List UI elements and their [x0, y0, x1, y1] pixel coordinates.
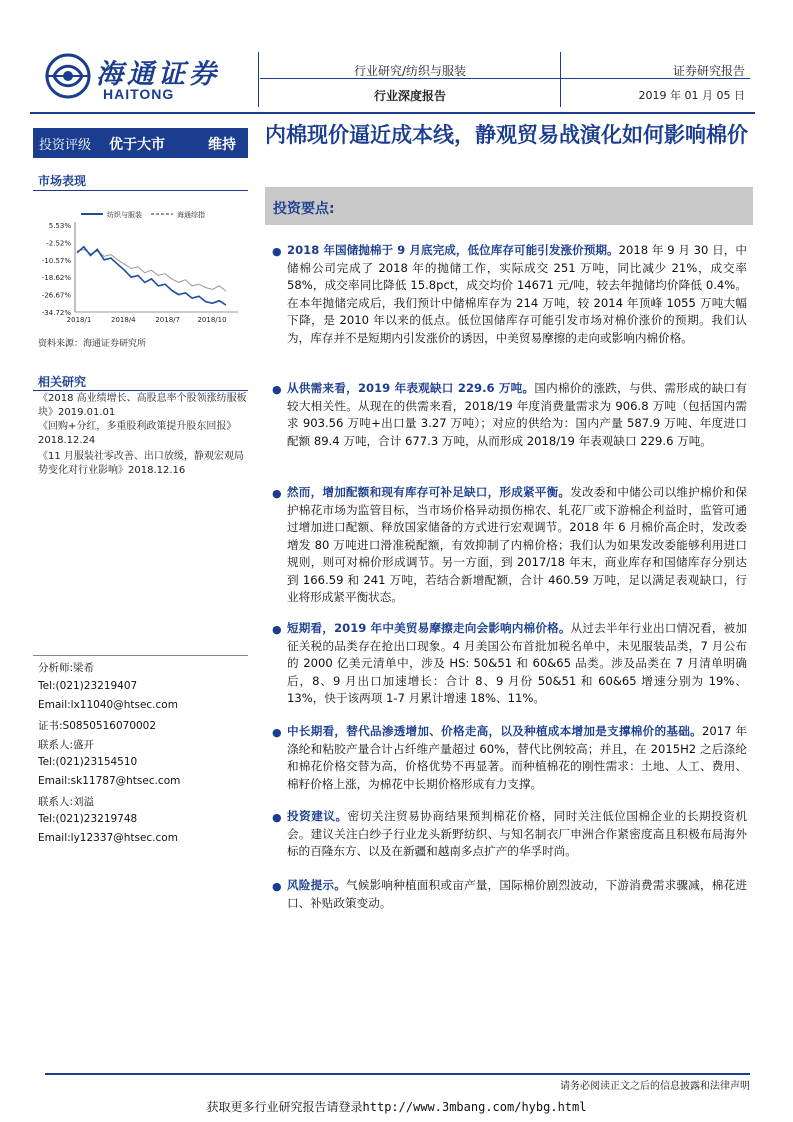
- related-report-link[interactable]: 《回购+分红，多重股利政策提升股东回报》2018.12.24: [38, 421, 237, 446]
- section-rule: [33, 390, 248, 391]
- chart-source: 资料来源：海通证券研究所: [38, 339, 147, 349]
- x-tick-label: 2018/10: [197, 316, 227, 324]
- contact-tel: Tel:(021)23154510: [38, 756, 138, 768]
- contact-name: 联系人:刘溢: [38, 796, 95, 808]
- bullet-icon: ●: [272, 245, 282, 258]
- key-point-lead: 然而，增加配额和现有库存可补足缺口，形成紧平衡。: [287, 485, 571, 499]
- y-tick-label: 5.53%: [48, 222, 71, 230]
- report-date: 2019 年 01 月 05 日: [638, 89, 745, 102]
- contact-tel: Tel:(021)23219748: [38, 813, 138, 825]
- market-heading: 市场表现: [38, 174, 87, 188]
- key-point-text: 国内棉价的涨跌，与供、需形成的缺口有较大相关性。从现在的供需来看，2018/19 年度消费量需求为 906.8 万吨（包括国内需求 903.56 万吨+出口量 3.27 万吨）；对应的供给为：国内产量 587.9 万吨、年度进口配额 89.4 万吨，合计 677.3 万吨，从而形成 2018/19 年表观缺口 229.6 万吨。: [287, 381, 747, 448]
- x-tick-label: 2018/1: [66, 316, 92, 324]
- analyst-email[interactable]: Email:lx11040@htsec.com: [38, 699, 178, 711]
- analyst-rule: [33, 655, 248, 656]
- key-point-paragraph: [287, 808, 747, 861]
- key-point-text: 气候影响种植面积或亩产量，国际棉价剧烈波动，下游消费需求骤减，棉花进口、补贴政策变动。: [287, 878, 747, 910]
- key-points-heading: 投资要点:: [273, 201, 335, 217]
- key-point-text: 从过去半年行业出口情况看，被加征关税的品类存在抢出口现象。4 月美国公布首批加税名单中，未见服装品类，7 月公布的 2000 亿美元清单中，涉及 HS: 50&51 和 60&65 品类。涉及品类在 7 月清单明确后，8、9 月出口加速增长：合计 8、9 月份 50&51 和 60&65 增速分别为 19%、13%，快于该两项 1-7 月累计增速 18%、11%。: [287, 621, 747, 705]
- key-point-text: 发改委和中储公司以维护棉价和保护棉花市场为监管目标，当市场价格异动损伤棉农、轧花厂或下游棉企利益时，监管可通过增加进口配额、释放国家储备的方式进行宏观调节。2018 年 6 月棉价高企时，发改委增发 80 万吨进口滑准税配额，有效抑制了内棉价格；我们认为如果发改委能够利用进口规则，则可对棉价形成调节。另一方面，到 2017/18 年末，商业库存和国储库存分别达到 166.59 和 241 万吨，若结合新增配额，合计 460.59 万吨，足以满足表观缺口，行业将形成紧平衡状态。: [287, 485, 747, 604]
- key-point-lead: 2018 年国储抛棉于 9 月底完成，低位库存可能引发涨价预期。: [287, 243, 619, 257]
- header-bottom-rule: [30, 112, 755, 114]
- header-rule: [260, 78, 750, 79]
- legend-label: 海通综指: [177, 211, 205, 219]
- market-performance-chart: [33, 200, 248, 330]
- rating-status: 维持: [208, 137, 236, 153]
- bullet-icon: ●: [272, 623, 282, 636]
- series-line-haitong-index: [77, 249, 226, 291]
- key-point-lead: 从供需来看，2019 年表观缺口 229.6 万吨。: [287, 381, 535, 395]
- bullet-icon: ●: [272, 726, 282, 739]
- x-tick-label: 2018/7: [155, 316, 180, 324]
- related-report-link[interactable]: 《11 月服装社零改善、出口放缓，静观宏观局势变化对行业影响》2018.12.16: [38, 451, 244, 476]
- report-title: 内棉现价逼近成本线，静观贸易战演化如何影响棉价: [265, 122, 748, 147]
- analyst-name: 分析师:梁希: [38, 662, 95, 674]
- analyst-cert: 证书:S0850516070002: [38, 720, 157, 732]
- haitong-logo-icon: [44, 53, 92, 99]
- contact-name: 联系人:盛开: [38, 739, 95, 751]
- report-type: 行业深度报告: [373, 89, 446, 103]
- related-report-link[interactable]: 《2018 高业绩增长、高股息率个股领涨纺服板块》2019.01.01: [38, 393, 247, 418]
- related-heading: 相关研究: [38, 375, 87, 389]
- rating-bar: [33, 128, 248, 158]
- key-point-paragraph: [287, 620, 747, 708]
- logo-english-name: HAITONG: [103, 86, 175, 102]
- key-point-text: 2017 年涤纶和粘胶产量合计占纤维产量超过 60%，替代比例较高；并且，在 2015H2 之后涤纶和棉花价格交替为高，价格优势不再显著。而种植棉花的刚性需求：土地、人工、费用、棉籽价格上涨，为棉花中长期价格形成有力支撑。: [287, 724, 747, 791]
- legend-label: 纺织与服装: [107, 211, 142, 219]
- key-point-lead: 投资建议。: [287, 809, 348, 823]
- key-point-paragraph: [287, 484, 747, 607]
- y-tick-label: -2.52%: [46, 239, 71, 248]
- key-point-lead: 中长期看，替代品渗透增加、价格走高，以及种植成本增加是支撑棉价的基础。: [287, 724, 702, 738]
- x-tick-label: 2018/4: [111, 316, 136, 324]
- y-tick-label: -18.62%: [41, 274, 71, 283]
- key-point-lead: 风险提示。: [287, 878, 346, 892]
- footer-rule: [45, 1073, 750, 1075]
- document-type: 证券研究报告: [672, 64, 745, 78]
- key-points-bar: [265, 187, 753, 225]
- header-divider: [258, 52, 259, 107]
- key-point-paragraph: [287, 723, 747, 793]
- key-point-text: 密切关注贸易协商结果预判棉花价格，同时关注低位国棉企业的长期投资机会。建议关注白纱子行业龙头新野纺织、与知名制衣厂申洲合作紧密度高且积极布局海外标的百隆东方、以及在新疆和越南多点扩产的华孚时尚。: [287, 809, 747, 858]
- key-point-paragraph: [287, 877, 747, 912]
- header-divider: [560, 52, 561, 107]
- key-point-lead: 短期看，2019 年中美贸易摩擦走向会影响内棉价格。: [287, 621, 571, 635]
- bullet-icon: ●: [272, 487, 282, 500]
- bullet-icon: ●: [272, 811, 282, 824]
- key-point-paragraph: [287, 380, 747, 450]
- key-point-text: 2018 年 9 月 30 日，中储棉公司完成了 2018 年的抛储工作，实际成交 251 万吨，同比减少 21%，成交率 58%，成交率同比降低 15.8pct，成交均价 14671 元/吨，较去年抛储均价降低 0.4%。在本年抛储完成后，我们预计中储棉库存为 214 万吨，较 2014 年顶峰 1055 万吨大幅下降，是 2010 年以来的低点。低位国储库存可能引发市场对棉价涨价的预期。我们认为，库存并不是短期内引发涨价的诱因，中美贸易摩擦的走向或影响内棉价格。: [287, 243, 748, 345]
- contact-email[interactable]: Email:ly12337@htsec.com: [38, 832, 178, 844]
- report-category: 行业研究/纺织与服装: [353, 64, 467, 78]
- footer-link[interactable]: 获取更多行业研究报告请登录http://www.3mbang.com/hybg.html: [206, 1100, 587, 1114]
- key-point-paragraph: [287, 242, 747, 347]
- section-rule: [33, 190, 248, 191]
- bullet-icon: ●: [272, 383, 282, 396]
- footer-disclaimer: 请务必阅读正文之后的信息披露和法律声明: [560, 1081, 750, 1092]
- rating-value: 优于大市: [109, 137, 165, 153]
- y-tick-label: -10.57%: [41, 256, 71, 265]
- y-tick-label: -34.72%: [41, 309, 71, 317]
- bullet-icon: ●: [272, 880, 282, 893]
- rating-label: 投资评级: [39, 138, 92, 153]
- y-tick-label: -26.67%: [41, 291, 71, 300]
- analyst-tel: Tel:(021)23219407: [38, 680, 138, 692]
- contact-email[interactable]: Email:sk11787@htsec.com: [38, 775, 181, 787]
- logo-chinese-name: 海通证券: [96, 59, 220, 90]
- series-line-textile-apparel: [77, 247, 226, 305]
